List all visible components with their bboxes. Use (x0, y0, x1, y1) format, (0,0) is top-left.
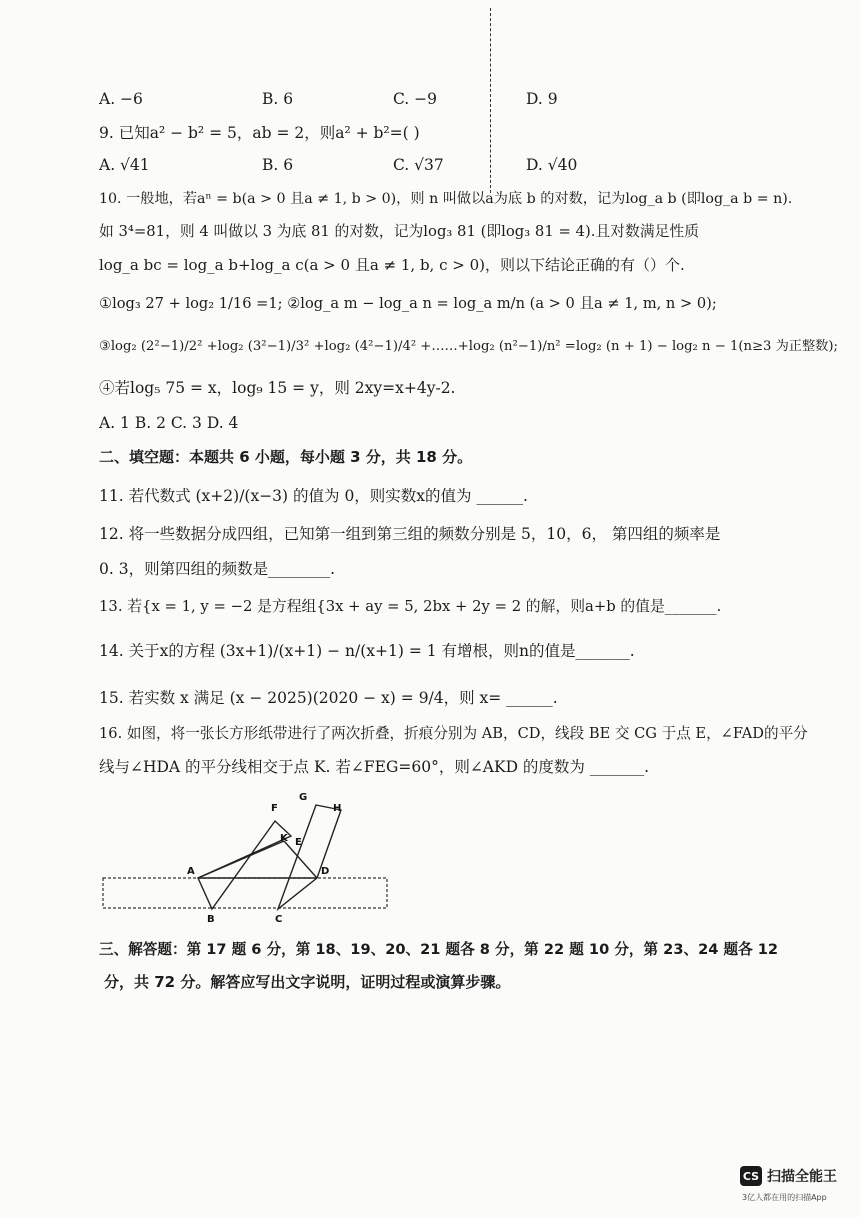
q13: 13. 若{x = 1, y = −2 是方程组{3x + ay = 5, 2bx + 2y = 2 的解，则a+b 的值是_______. (99, 598, 722, 615)
q10-line-1: 10. 一般地，若aⁿ = b(a > 0 且a ≠ 1, b > 0)，则 n 叫做以a为底 b 的对数，记为log_a b (即log_a b = n). (99, 191, 793, 207)
angle-bisector-ak (198, 841, 284, 878)
q16-line-2: 线与∠HDA 的平分线相交于点 K. 若∠FEG=60°，则∠AKD 的度数为 _______. (99, 758, 650, 776)
q9-option-a: A. √41 (99, 156, 150, 174)
scanner-watermark (740, 1166, 837, 1186)
binding-fold-line (490, 8, 491, 193)
q10-statement-1-2: ①log₃ 27 + log₂ 1/16 =1; ②log_a m − log_a n = log_a m/n (a > 0 且a ≠ 1, m, n > 0); (99, 295, 717, 312)
q10-statement-3: ③log₂ (2²−1)/2² +log₂ (3²−1)/3² +log₂ (4²−1)/4² +……+log₂ (n²−1)/n² =log₂ (n + 1) − log₂ n − 1(n≥3 为正整数); (99, 339, 838, 354)
q8-option-c: C. −9 (393, 90, 438, 108)
folded-flap-cdgh (278, 805, 341, 909)
cs-logo-icon: CS (740, 1166, 762, 1186)
label-h: H (333, 803, 342, 814)
label-c: C (275, 914, 283, 925)
q11: 11. 若代数式 (x+2)/(x−3) 的值为 0，则实数x的值为 ______. (99, 487, 528, 505)
q9-option-b: B. 6 (262, 156, 294, 174)
q8-option-a: A. −6 (99, 90, 143, 108)
q9-option-d: D. √40 (526, 156, 578, 174)
label-g: G (299, 792, 308, 803)
q8-option-b: B. 6 (262, 90, 294, 108)
q9-option-c: C. √37 (393, 156, 444, 174)
label-f: F (271, 803, 278, 814)
q15: 15. 若实数 x 满足 (x − 2025)(2020 − x) = 9/4，则 x= ______. (99, 689, 558, 707)
folded-flap-abfe (198, 821, 291, 909)
section-3-line-2: 分，共 72 分。解答应写出文字说明，证明过程或演算步骤。 (104, 973, 511, 991)
q16-folded-strip-figure (95, 785, 395, 925)
q12-line-1: 12. 将一些数据分成四组，已知第一组到第三组的频数分别是 5，10，6， 第四组的频率是 (99, 525, 721, 543)
q10-line-2: 如 3⁴=81，则 4 叫做以 3 为底 81 的对数，记为log₃ 81 (即log₃ 81 = 4).且对数满足性质 (99, 223, 700, 240)
watermark-tagline: 3亿人都在用的扫描App (742, 1193, 827, 1202)
q14: 14. 关于x的方程 (3x+1)/(x+1) − n/(x+1) = 1 有增根，则n的值是_______. (99, 642, 635, 660)
label-e: E (295, 837, 302, 848)
q16-line-1: 16. 如图，将一张长方形纸带进行了两次折叠，折痕分别为 AB，CD，线段 BE 交 CG 于点 E，∠FAD的平分 (99, 725, 808, 742)
section-3-line-1: 三、解答题：第 17 题 6 分，第 18、19、20、21 题各 8 分，第 22 题 10 分，第 23、24 题各 12 (99, 941, 779, 958)
q12-line-2: 0. 3，则第四组的频数是________. (99, 560, 336, 578)
strip-dashed-outline (103, 878, 387, 908)
q10-statement-4: ④若log₅ 75 = x，log₉ 15 = y，则 2xy=x+4y-2. (99, 379, 456, 397)
q8-option-d: D. 9 (526, 90, 558, 108)
label-b: B (207, 914, 215, 925)
q9-stem: 9. 已知a² − b² = 5，ab = 2，则a² + b²=( ) (99, 124, 420, 142)
q10-options: A. 1 B. 2 C. 3 D. 4 (99, 414, 239, 432)
label-d: D (321, 866, 330, 877)
q10-line-3: log_a bc = log_a b+log_a c(a > 0 且a ≠ 1, b, c > 0)，则以下结论正确的有（）个. (99, 256, 685, 274)
section-2-heading: 二、填空题：本题共 6 小题，每小题 3 分，共 18 分。 (99, 448, 473, 466)
watermark-app-name: 扫描全能王 (767, 1169, 837, 1185)
label-k: K (280, 833, 288, 844)
label-a: A (187, 866, 195, 877)
